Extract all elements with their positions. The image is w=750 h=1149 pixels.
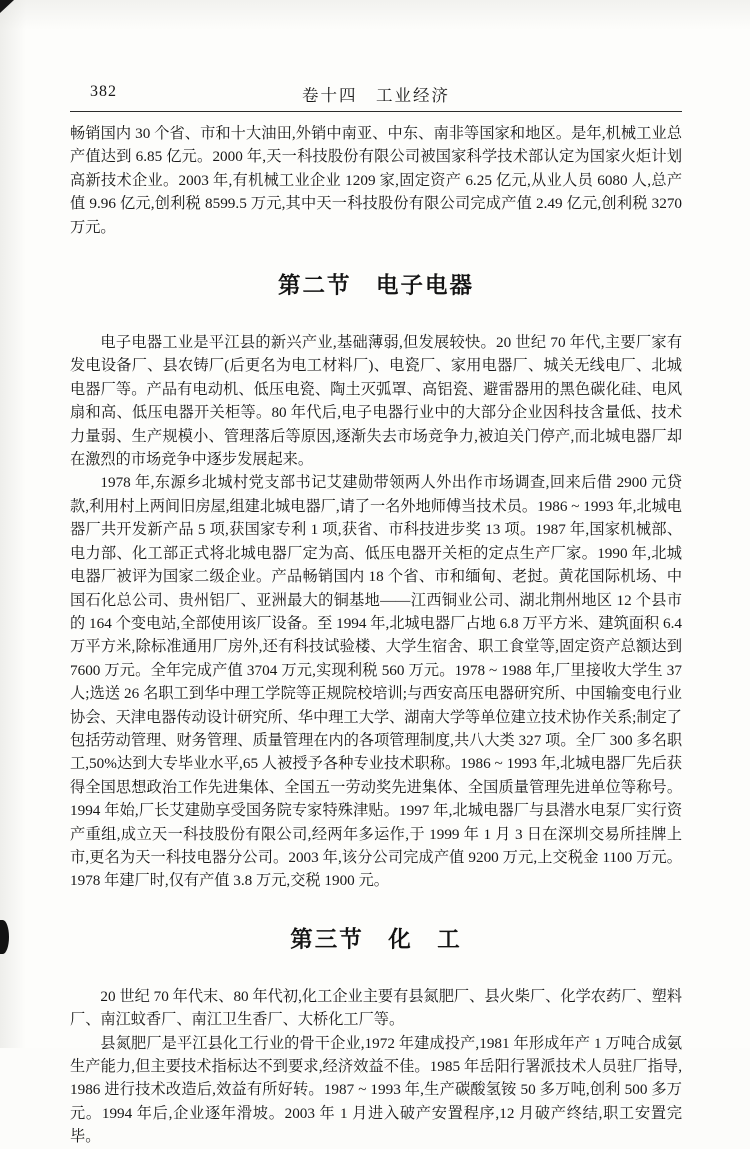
page-header: [70, 82, 682, 106]
page-content: [70, 82, 682, 1149]
running-header-title: 卷十四 工业经济: [302, 86, 450, 105]
section2-paragraph-2: 1978 年,东源乡北城村党支部书记艾建勋带领两人外出作市场调查,回来后借 2900 元贷款,利用村上两间旧房屋,组建北城电器厂,请了一名外地师傅当技术员。1986 ~ 1993 年,北城电器厂共开发新产品 5 项,获国家专利 1 项,获省、市科技进步奖 13 项。1987 年,国家机械部、电力部、化工部正式将北城电器厂定为高、低压电器开关柜的定点生产厂家。1990 年,北城电器厂被评为国家二级企业。产品畅销国内 18 个省、市和缅甸、老挝。黄花国际机场、中国石化总公司、贵州铝厂、亚洲最大的铜基地——江西铜业公司、湖北荆州地区 12 个县市的 164 个变电站,全部使用该厂设备。至 1994 年,北城电器厂占地 6.8 万平方米、建筑面积 6.4 万平方米,除标准通用厂房外,还有科技试验楼、大学生宿舍、职工食堂等,固定资产总额达到 7600 万元。全年完成产值 3704 万元,实现利税 560 万元。1978 ~ 1988 年,厂里接收大学生 37 人;选送 26 名职工到华中理工学院等正规院校培训;与西安高压电器研究所、中国输变电行业协会、天津电器传动设计研究所、华中理工大学、湖南大学等单位建立技术协作关系;制定了包括劳动管理、财务管理、质量管理在内的各项管理制度,共八大类 327 项。全厂 300 多名职工,50%达到大专毕业水平,65 人被授予各种专业技术职称。1986 ~ 1993 年,北城电器厂先后获得全国思想政治工作先进集体、全国五一劳动奖先进集体、全国质量管理先进单位等称号。1994 年始,厂长艾建勋享受国务院专家特殊津贴。1997 年,北城电器厂与县潜水电泵厂实行资产重组,成立天一科技股份有限公司,经两年多运作,于 1999 年 1 月 3 日在深圳交易所挂牌上市,更名为天一科技电器分公司。2003 年,该分公司完成产值 9200 万元,上交税金 1100 万元。1978 年建厂时,仅有产值 3.8 万元,交税 1900 元。: [70, 474, 682, 890]
header-rule: [70, 111, 682, 112]
scan-artifact-corner: [0, 0, 14, 13]
intro-paragraph: 畅销国内 30 个省、市和十大油田,外销中南亚、中东、南非等国家和地区。是年,机械工业总产值达到 6.85 亿元。2000 年,天一科技股份有限公司被国家科学技术部认定为国家火炬计划高新技术企业。2003 年,有机械工业企业 1209 家,固定资产 6.25 亿元,从业人员 6080 人,总产值 9.96 亿元,创利税 8599.5 万元,其中天一科技股份有限公司完成产值 2.49 亿元,创利税 3270 万元。: [70, 125, 682, 236]
section3-paragraph-2: 县氮肥厂是平江县化工行业的骨干企业,1972 年建成投产,1981 年形成年产 1 万吨合成氨生产能力,但主要技术指标达不到要求,经济效益不佳。1985 年岳阳行署派技术人员驻厂指导,1986 进行技术改造后,效益有所好转。1987 ~ 1993 年,生产碳酸氢铵 50 多万吨,创利 500 多万元。1994 年后,企业逐年滑坡。2003 年 1 月进入破产安置程序,12 月破产终结,职工安置完毕。: [70, 1034, 682, 1146]
page-number: 382: [90, 83, 117, 100]
section3-heading: 第三节 化 工: [290, 926, 462, 952]
section3-paragraph-1: 20 世纪 70 年代末、80 年代初,化工企业主要有县氮肥厂、县火柴厂、化学农药厂、塑料厂、南江蚊香厂、南江卫生香厂、大桥化工厂等。: [70, 987, 682, 1029]
section2-paragraph-1: 电子电器工业是平江县的新兴产业,基础薄弱,但发展较快。20 世纪 70 年代,主要厂家有发电设备厂、县农铸厂(后更名为电工材料厂)、电瓷厂、家用电器厂、城关无线电厂、北城电器厂等。产品有电动机、低压电瓷、陶土灭弧罩、高铝瓷、避雷器用的黑色碳化硅、电风扇和高、低压电器开关柜等。80 年代后,电子电器行业中的大部分企业因科技含量低、技术力量弱、生产规模小、管理落后等原因,逐渐失去市场竞争力,被迫关门停产,而北城电器厂却在激烈的市场竞争中逐步发展起来。: [70, 334, 682, 469]
scan-artifact-blob: [0, 920, 9, 954]
section2-heading: 第二节 电子电器: [277, 273, 474, 299]
